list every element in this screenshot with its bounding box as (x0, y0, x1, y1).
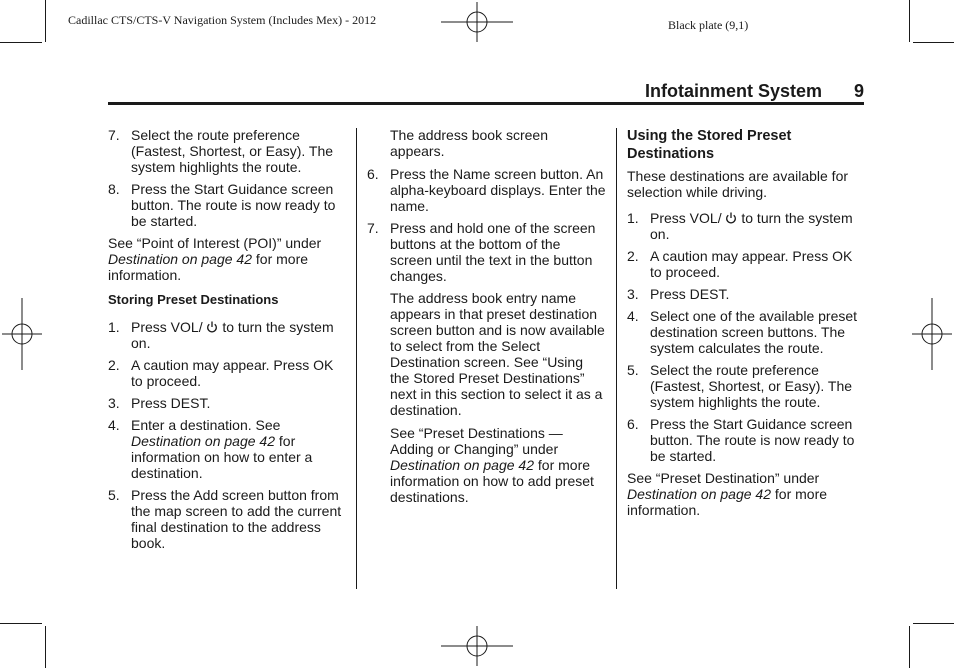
list-text: Press the Start Guidance screen button. The route is now ready to be started. (650, 416, 855, 464)
registration-mark-icon (912, 298, 952, 370)
cross-reference: Destination on page 42 (390, 457, 534, 473)
power-icon (725, 211, 737, 223)
section-title: Infotainment System (644, 81, 822, 101)
header-rule (108, 102, 864, 105)
list-item: 4. Enter a destination. See Destination on page 42 for information on how to enter a destination. (108, 417, 313, 481)
list-number: 2. (627, 248, 639, 264)
crop-mark-bottom-right-h (913, 623, 954, 624)
list-text: Select the route preference (Fastest, Shortest, or Easy). The system highlights the route. (650, 362, 853, 410)
entry-paragraph: The address book entry name appears in that preset destination screen button and is now available to select from the Select Destination screen. See “Using the Stored Preset Destinations” next in this section to select it as a destination. (390, 290, 605, 418)
list-number: 5. (627, 362, 639, 378)
column-left (108, 127, 346, 557)
see-reference-poi: See “Point of Interest (POI)” under Destination on page 42 for more information. (108, 235, 322, 283)
cross-reference: Destination on page 42 (131, 433, 275, 449)
list-number: 4. (108, 417, 120, 433)
list-item (367, 220, 606, 284)
column-right (627, 127, 864, 525)
crop-mark-top-right-h (913, 42, 954, 43)
list-number: 5. (108, 487, 120, 503)
column-divider (616, 128, 617, 589)
cross-reference: Destination on page 42 (108, 251, 252, 267)
list-item (627, 362, 864, 410)
list-number: 1. (627, 210, 639, 226)
power-icon (206, 320, 218, 332)
print-header-left: Cadillac CTS/CTS-V Navigation System (Includes Mex) - 2012 (68, 13, 377, 27)
subheading-storing-presets: Storing Preset Destinations (108, 292, 279, 307)
list-text: Press the Add screen button from the map screen to add the current final destination to the address book. (131, 487, 342, 551)
list-text: Press the Name screen button. An alpha-keyboard displays. Enter the name. (390, 166, 606, 214)
list-text: A caution may appear. Press OK to proceed. (650, 248, 853, 280)
section-header (108, 80, 864, 102)
registration-mark-icon (441, 2, 513, 42)
crop-mark-top-left-v (45, 0, 46, 42)
list-number: 1. (108, 319, 120, 335)
registration-mark-icon (2, 298, 42, 370)
continued-text: The address book screen appears. (390, 127, 548, 159)
list-item (108, 127, 346, 175)
list-item (108, 181, 346, 229)
list-number: 2. (108, 357, 120, 373)
list-number: 6. (367, 166, 379, 182)
list-text: Select the route preference (Fastest, Shortest, or Easy). The system highlights the route. (131, 127, 334, 175)
heading-using-stored-presets: Using the Stored Preset Destinations (627, 128, 792, 162)
list-number: 8. (108, 181, 120, 197)
list-number: 6. (627, 416, 639, 432)
page-number: 9 (853, 81, 864, 101)
crop-mark-top-right-v (909, 0, 910, 42)
print-header-right: Black plate (9,1) (668, 18, 749, 32)
crop-mark-bottom-right-v (909, 626, 910, 668)
list-item (627, 308, 864, 356)
column-middle (367, 127, 606, 512)
registration-mark-icon (441, 626, 513, 666)
list-number: 7. (367, 220, 379, 236)
cross-reference: Destination on page 42 (627, 486, 771, 502)
list-number: 7. (108, 127, 120, 143)
list-item (108, 357, 346, 389)
list-item (627, 286, 864, 302)
intro-paragraph: These destinations are available for selection while driving. (627, 168, 849, 200)
list-item (367, 166, 606, 214)
list-item: 1. Press VOL/ to turn the system on. (108, 319, 334, 351)
list-item (108, 487, 346, 551)
see-reference-preset: See “Preset Destinations — Adding or Changing” under Destination on page 42 for more information on how to add preset destinations. (390, 425, 594, 505)
list-number: 4. (627, 308, 639, 324)
crop-mark-bottom-left-v (45, 626, 46, 668)
list-text: Press and hold one of the screen buttons at the bottom of the screen until the text in the button changes. (390, 220, 596, 284)
see-reference-preset-destination: See “Preset Destination” under Destination on page 42 for more information. (627, 470, 828, 518)
list-text: Press the Start Guidance screen button. The route is now ready to be started. (131, 181, 336, 229)
list-text: Press DEST. (650, 286, 730, 302)
list-number: 3. (627, 286, 639, 302)
list-item (627, 416, 864, 464)
crop-mark-bottom-left-h (0, 623, 42, 624)
column-divider (356, 128, 357, 589)
list-text: Press DEST. (131, 395, 211, 411)
list-text: A caution may appear. Press OK to proceed. (131, 357, 334, 389)
crop-mark-top-left-h (0, 42, 42, 43)
list-item (108, 395, 346, 411)
list-item: 1. Press VOL/ to turn the system on. (627, 210, 853, 242)
list-item (627, 248, 864, 280)
list-number: 3. (108, 395, 120, 411)
list-text: Select one of the available preset destination screen buttons. The system calculates the route. (650, 308, 858, 356)
